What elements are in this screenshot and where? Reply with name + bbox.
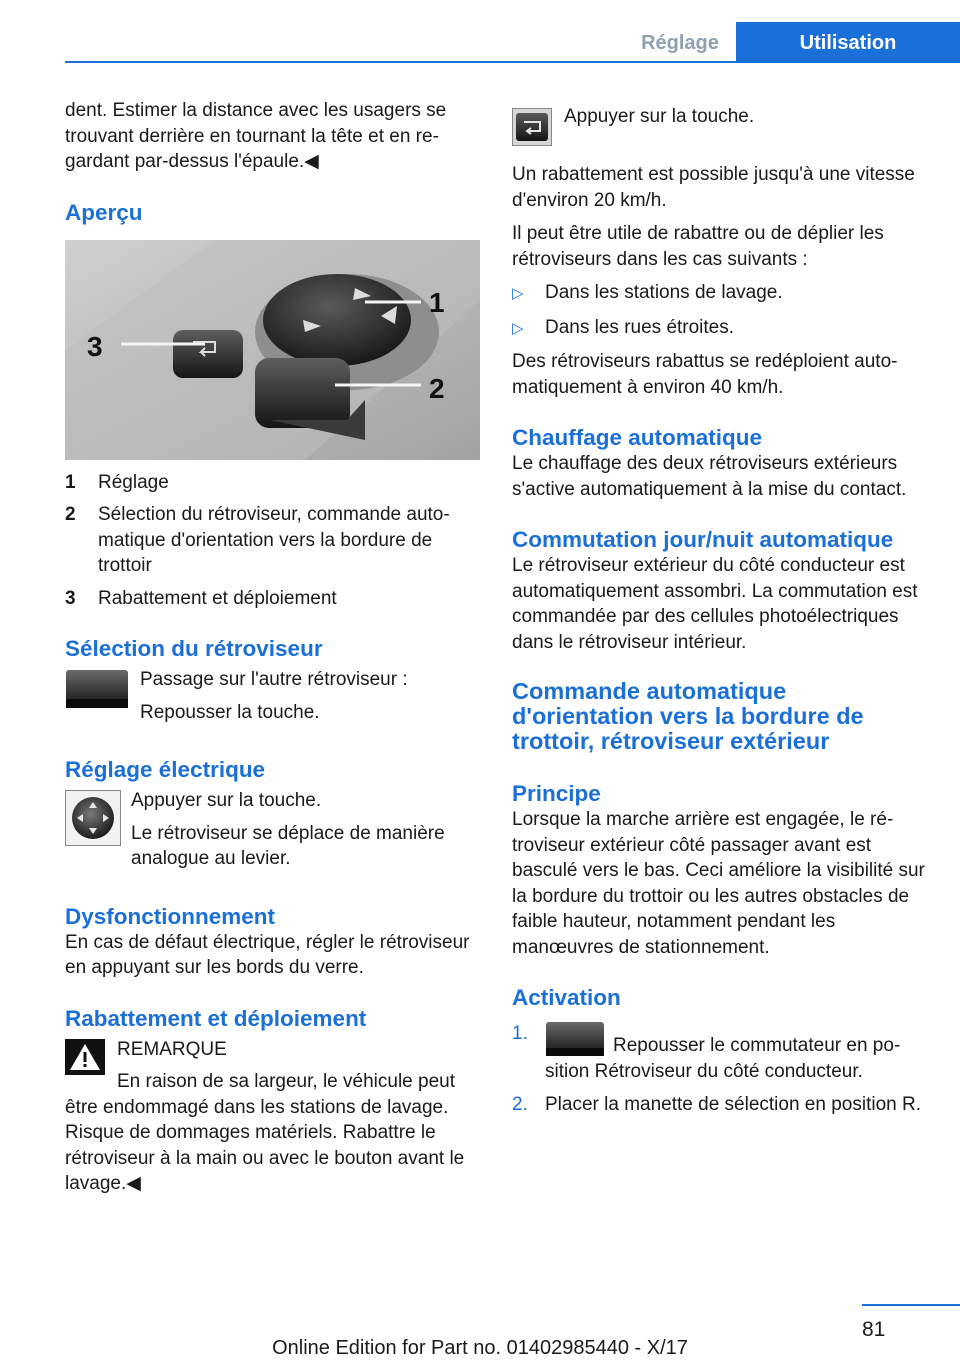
chauffage-text: Le chauffage des deux rétroviseurs extérieurs s'active automatiquement à la mise du contact. (512, 453, 907, 500)
reglage-line: Le rétroviseur se déplace de manière analogue au levier. (131, 822, 445, 869)
intro-paragraph: dent. Estimer la distance avec les usagers se trouvant derrière en tournant la tête et en regardant par-dessus l'épaule.◀ (65, 100, 447, 172)
fold-speed: Un rabattement est possible jusqu'à une vitesse d'environ 20 km/h. (512, 164, 915, 211)
header-tab-utilisation[interactable]: Utilisation (736, 22, 960, 62)
photo-label-2: 2 (429, 372, 445, 404)
notice-first-line: En raison de sa largeur, le véhicule peut (117, 1071, 455, 1092)
legend-number: 2 (65, 504, 76, 525)
selection-line: Repousser la touche. (140, 701, 320, 723)
heading-reglage-electrique: Réglage électrique (65, 757, 266, 782)
fold-useful: Il peut être utile de rabattre ou de déplier les rétroviseurs dans les cas suivants : (512, 223, 884, 270)
bullet-text: Dans les rues étroites. (545, 316, 735, 338)
heading-chauffage: Chauffage automatique (512, 425, 763, 450)
list-item (512, 280, 932, 307)
warning-icon (65, 1039, 105, 1075)
reglage-row (65, 788, 483, 879)
photo-label-3: 3 (87, 330, 103, 362)
heading-principe: Principe (512, 781, 601, 806)
legend-text: Réglage (98, 471, 169, 493)
commutation-text: Le rétroviseur extérieur du côté conducteur est automatiquement assombri. La commutation est commandée par des cellules photoélectriques dans le rétroviseur intérieur. (512, 555, 918, 653)
joystick-icon (65, 790, 121, 846)
dysf-paragraph: En cas de défaut électrique, régler le rétroviseur en appuyant sur les bords du verre. (65, 931, 470, 978)
principe-text: Lorsque la marche arrière est engagée, le rétroviseur extérieur côté passager avant est basculé vers le bas. Ceci améliore la visibilité sur la bordure du trottoir ou les autres obstacles de faible hauteur, notamment pendant les manœuvres de stationnement. (512, 809, 925, 958)
heading-rabattement: Rabattement et déploiement (65, 1005, 367, 1031)
legend-item (65, 502, 483, 579)
triangle-bullet-icon: ▷ (512, 285, 524, 302)
fold-mirror-button-icon (512, 108, 552, 146)
step-text: Placer la manette de sélection en position R. (545, 1094, 921, 1115)
step-text: Repousser le commutateur en position Rétroviseur du côté conducteur. (545, 1035, 901, 1082)
mirror-select-button-icon (65, 669, 129, 709)
heading-commande: Commande automatique d'orientation vers la bordure de trottoir, rétroviseur extérieur (512, 678, 864, 754)
legend-item (65, 470, 483, 496)
step-number: 1. (512, 1023, 528, 1044)
heading-apercu: Aperçu (65, 199, 143, 225)
notice-body: être endommagé dans les stations de lavage. Risque de dommages matériels. Rabattre le rétroviseur à la main ou avec le bouton avant le lavage.◀ (65, 1096, 465, 1194)
legend-item (65, 586, 483, 612)
heading-activation: Activation (512, 985, 621, 1010)
notice-row (65, 1037, 483, 1095)
fold-bullets (512, 280, 932, 341)
selection-line: Passage sur l'autre rétroviseur : (140, 669, 408, 690)
notice-title: REMARQUE (117, 1038, 227, 1060)
header-rule (65, 61, 960, 63)
page-number-rule (862, 1304, 960, 1306)
activation-steps (512, 1021, 932, 1118)
heading-selection: Sélection du rétroviseur (65, 636, 323, 661)
reglage-line: Appuyer sur la touche. (131, 790, 322, 811)
list-item (512, 1021, 932, 1084)
mirror-control-photo (65, 240, 480, 460)
mirror-switch-icon (545, 1021, 605, 1057)
legend-text: Rabattement et déploiement (98, 587, 337, 609)
heading-commutation: Commutation jour/nuit automatique (512, 527, 894, 552)
heading-dysfonctionnement: Dysfonctionnement (65, 903, 276, 929)
photo-legend (65, 470, 483, 612)
legend-text: Sélection du rétroviseur, commande automatique d'orientation vers la bordure de trottoir (98, 504, 450, 576)
unfold-text: Des rétroviseurs rabattus se redéploient automatiquement à environ 40 km/h. (512, 351, 898, 398)
header-tab-reglage[interactable]: Réglage (641, 32, 719, 54)
list-item (512, 315, 932, 342)
fold-press: Appuyer sur la touche. (564, 106, 755, 127)
footer-edition: Online Edition for Part no. 01402985440 - X/17 (272, 1337, 688, 1359)
bullet-text: Dans les stations de lavage. (545, 282, 783, 303)
legend-number: 3 (65, 587, 76, 609)
selection-row (65, 667, 483, 732)
photo-label-1: 1 (429, 286, 445, 318)
step-number: 2. (512, 1094, 528, 1115)
legend-number: 1 (65, 471, 76, 493)
left-column (65, 98, 483, 1197)
page-number: 81 (862, 1318, 886, 1341)
fold-row (512, 104, 932, 146)
right-column (512, 98, 932, 1126)
triangle-bullet-icon: ▷ (512, 319, 524, 337)
list-item (512, 1092, 932, 1118)
